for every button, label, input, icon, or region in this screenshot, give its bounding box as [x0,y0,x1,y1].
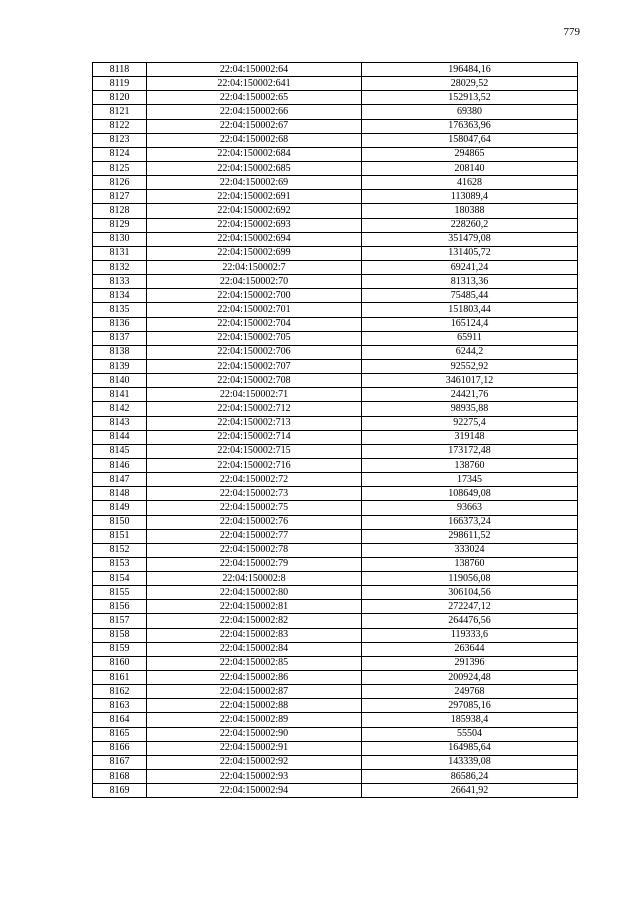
table-row [93,557,578,571]
cadastral-number-cell: 22:04:150002:701 [147,303,362,317]
cadastral-number-cell: 22:04:150002:93 [147,770,362,784]
cadastral-number-cell: 22:04:150002:700 [147,289,362,303]
cadastral-number-cell: 22:04:150002:699 [147,246,362,260]
table-row [93,770,578,784]
cadastral-number-cell: 22:04:150002:70 [147,275,362,289]
row-number-cell: 8157 [93,614,147,628]
table-row [93,473,578,487]
table-row [93,600,578,614]
row-number-cell: 8164 [93,713,147,727]
row-number-cell: 8162 [93,685,147,699]
value-cell: 176363,96 [362,119,578,133]
value-cell: 152913,52 [362,91,578,105]
row-number-cell: 8136 [93,317,147,331]
cadastral-number-cell: 22:04:150002:715 [147,444,362,458]
value-cell: 306104,56 [362,586,578,600]
value-cell: 119333,6 [362,628,578,642]
cadastral-number-cell: 22:04:150002:69 [147,176,362,190]
table-row [93,232,578,246]
row-number-cell: 8126 [93,176,147,190]
cadastral-number-cell: 22:04:150002:706 [147,345,362,359]
table-row [93,458,578,472]
row-number-cell: 8167 [93,755,147,769]
table-row [93,190,578,204]
table-row [93,176,578,190]
table-row [93,444,578,458]
value-cell: 93663 [362,501,578,515]
row-number-cell: 8144 [93,430,147,444]
cadastral-number-cell: 22:04:150002:75 [147,501,362,515]
cadastral-number-cell: 22:04:150002:72 [147,473,362,487]
row-number-cell: 8150 [93,515,147,529]
row-number-cell: 8147 [93,473,147,487]
cadastral-number-cell: 22:04:150002:693 [147,218,362,232]
cadastral-number-cell: 22:04:150002:94 [147,784,362,798]
cadastral-number-cell: 22:04:150002:65 [147,91,362,105]
value-cell: 6244,2 [362,345,578,359]
value-cell: 108649,08 [362,487,578,501]
value-cell: 92275,4 [362,416,578,430]
value-cell: 41628 [362,176,578,190]
cadastral-number-cell: 22:04:150002:77 [147,529,362,543]
table-row [93,289,578,303]
value-cell: 200924,48 [362,671,578,685]
table-row [93,345,578,359]
value-cell: 263644 [362,642,578,656]
table-row [93,218,578,232]
row-number-cell: 8132 [93,260,147,274]
table-row [93,586,578,600]
value-cell: 196484,16 [362,63,578,77]
cadastral-number-cell: 22:04:150002:86 [147,671,362,685]
row-number-cell: 8168 [93,770,147,784]
value-cell: 138760 [362,557,578,571]
table-row [93,119,578,133]
table-row [93,572,578,586]
table-row [93,671,578,685]
table-row [93,402,578,416]
table-row [93,501,578,515]
value-cell: 119056,08 [362,572,578,586]
page-number: 779 [563,26,580,38]
row-number-cell: 8152 [93,543,147,557]
row-number-cell: 8125 [93,161,147,175]
row-number-cell: 8166 [93,741,147,755]
cadastral-number-cell: 22:04:150002:713 [147,416,362,430]
row-number-cell: 8127 [93,190,147,204]
cadastral-number-cell: 22:04:150002:714 [147,430,362,444]
cadastral-number-cell: 22:04:150002:7 [147,260,362,274]
cadastral-number-cell: 22:04:150002:73 [147,487,362,501]
table-row [93,374,578,388]
cadastral-number-cell: 22:04:150002:84 [147,642,362,656]
table-row [93,161,578,175]
row-number-cell: 8124 [93,147,147,161]
cadastral-number-cell: 22:04:150002:716 [147,458,362,472]
table-row [93,515,578,529]
value-cell: 65911 [362,331,578,345]
value-cell: 86586,24 [362,770,578,784]
cadastral-number-cell: 22:04:150002:82 [147,614,362,628]
table-row [93,642,578,656]
cadastral-number-cell: 22:04:150002:71 [147,388,362,402]
table-row [93,685,578,699]
value-cell: 138760 [362,458,578,472]
row-number-cell: 8129 [93,218,147,232]
table-row [93,275,578,289]
value-cell: 228260,2 [362,218,578,232]
table-row [93,784,578,798]
cadastral-number-cell: 22:04:150002:705 [147,331,362,345]
table-row [93,628,578,642]
value-cell: 28029,52 [362,77,578,91]
row-number-cell: 8145 [93,444,147,458]
value-cell: 164985,64 [362,741,578,755]
table-row [93,91,578,105]
row-number-cell: 8159 [93,642,147,656]
row-number-cell: 8165 [93,727,147,741]
row-number-cell: 8130 [93,232,147,246]
cadastral-number-cell: 22:04:150002:68 [147,133,362,147]
cadastral-number-cell: 22:04:150002:81 [147,600,362,614]
value-cell: 24421,76 [362,388,578,402]
cadastral-number-cell: 22:04:150002:66 [147,105,362,119]
row-number-cell: 8155 [93,586,147,600]
cadastral-number-cell: 22:04:150002:8 [147,572,362,586]
table-row [93,727,578,741]
cadastral-number-cell: 22:04:150002:708 [147,374,362,388]
row-number-cell: 8161 [93,671,147,685]
row-number-cell: 8153 [93,557,147,571]
value-cell: 249768 [362,685,578,699]
row-number-cell: 8142 [93,402,147,416]
cadastral-number-cell: 22:04:150002:694 [147,232,362,246]
table-row [93,317,578,331]
row-number-cell: 8123 [93,133,147,147]
table-row [93,699,578,713]
value-cell: 143339,08 [362,755,578,769]
value-cell: 319148 [362,430,578,444]
row-number-cell: 8158 [93,628,147,642]
table-row [93,487,578,501]
value-cell: 158047,64 [362,133,578,147]
row-number-cell: 8154 [93,572,147,586]
table-row [93,388,578,402]
cadastral-number-cell: 22:04:150002:90 [147,727,362,741]
table-row [93,614,578,628]
value-cell: 3461017,12 [362,374,578,388]
value-cell: 272247,12 [362,600,578,614]
cadastral-number-cell: 22:04:150002:692 [147,204,362,218]
table-body [93,63,578,798]
row-number-cell: 8131 [93,246,147,260]
table-row [93,656,578,670]
value-cell: 297085,16 [362,699,578,713]
row-number-cell: 8146 [93,458,147,472]
table-row [93,529,578,543]
table-row [93,741,578,755]
row-number-cell: 8119 [93,77,147,91]
value-cell: 166373,24 [362,515,578,529]
row-number-cell: 8139 [93,359,147,373]
value-cell: 69380 [362,105,578,119]
cadastral-number-cell: 22:04:150002:92 [147,755,362,769]
cadastral-number-cell: 22:04:150002:83 [147,628,362,642]
value-cell: 151803,44 [362,303,578,317]
row-number-cell: 8163 [93,699,147,713]
value-cell: 98935,88 [362,402,578,416]
row-number-cell: 8156 [93,600,147,614]
cadastral-number-cell: 22:04:150002:685 [147,161,362,175]
value-cell: 294865 [362,147,578,161]
table-row [93,543,578,557]
value-cell: 208140 [362,161,578,175]
row-number-cell: 8138 [93,345,147,359]
cadastral-number-cell: 22:04:150002:87 [147,685,362,699]
row-number-cell: 8121 [93,105,147,119]
cadastral-number-cell: 22:04:150002:80 [147,586,362,600]
row-number-cell: 8128 [93,204,147,218]
table-row [93,359,578,373]
value-cell: 55504 [362,727,578,741]
table-row [93,246,578,260]
table-row [93,63,578,77]
cadastral-number-cell: 22:04:150002:641 [147,77,362,91]
table-row [93,331,578,345]
value-cell: 113089,4 [362,190,578,204]
cadastral-number-cell: 22:04:150002:64 [147,63,362,77]
cadastral-number-cell: 22:04:150002:691 [147,190,362,204]
value-cell: 264476,56 [362,614,578,628]
cadastral-number-cell: 22:04:150002:704 [147,317,362,331]
cadastral-number-cell: 22:04:150002:89 [147,713,362,727]
row-number-cell: 8169 [93,784,147,798]
value-cell: 185938,4 [362,713,578,727]
table-row [93,713,578,727]
row-number-cell: 8135 [93,303,147,317]
cadastral-number-cell: 22:04:150002:91 [147,741,362,755]
table-row [93,77,578,91]
cadastral-number-cell: 22:04:150002:88 [147,699,362,713]
cadastral-number-cell: 22:04:150002:707 [147,359,362,373]
cadastral-number-cell: 22:04:150002:76 [147,515,362,529]
row-number-cell: 8141 [93,388,147,402]
value-cell: 75485,44 [362,289,578,303]
table-row [93,260,578,274]
value-cell: 17345 [362,473,578,487]
cadastral-number-cell: 22:04:150002:85 [147,656,362,670]
row-number-cell: 8160 [93,656,147,670]
cadastral-number-cell: 22:04:150002:79 [147,557,362,571]
value-cell: 165124,4 [362,317,578,331]
row-number-cell: 8133 [93,275,147,289]
row-number-cell: 8149 [93,501,147,515]
row-number-cell: 8140 [93,374,147,388]
value-cell: 26641,92 [362,784,578,798]
value-cell: 180388 [362,204,578,218]
row-number-cell: 8134 [93,289,147,303]
table-row [93,204,578,218]
cadastral-number-cell: 22:04:150002:78 [147,543,362,557]
row-number-cell: 8118 [93,63,147,77]
cadastral-number-cell: 22:04:150002:712 [147,402,362,416]
value-cell: 351479,08 [362,232,578,246]
table-row [93,147,578,161]
cadastral-number-cell: 22:04:150002:67 [147,119,362,133]
table-row [93,303,578,317]
value-cell: 81313,36 [362,275,578,289]
table-row [93,430,578,444]
value-cell: 69241,24 [362,260,578,274]
row-number-cell: 8122 [93,119,147,133]
row-number-cell: 8148 [93,487,147,501]
row-number-cell: 8151 [93,529,147,543]
row-number-cell: 8137 [93,331,147,345]
table-row [93,755,578,769]
row-number-cell: 8120 [93,91,147,105]
cadastral-number-cell: 22:04:150002:684 [147,147,362,161]
value-cell: 92552,92 [362,359,578,373]
value-cell: 131405,72 [362,246,578,260]
row-number-cell: 8143 [93,416,147,430]
table-row [93,105,578,119]
table-row [93,416,578,430]
value-cell: 298611,52 [362,529,578,543]
value-cell: 173172,48 [362,444,578,458]
cadastral-value-table [92,62,578,798]
value-cell: 291396 [362,656,578,670]
value-cell: 333024 [362,543,578,557]
table-row [93,133,578,147]
